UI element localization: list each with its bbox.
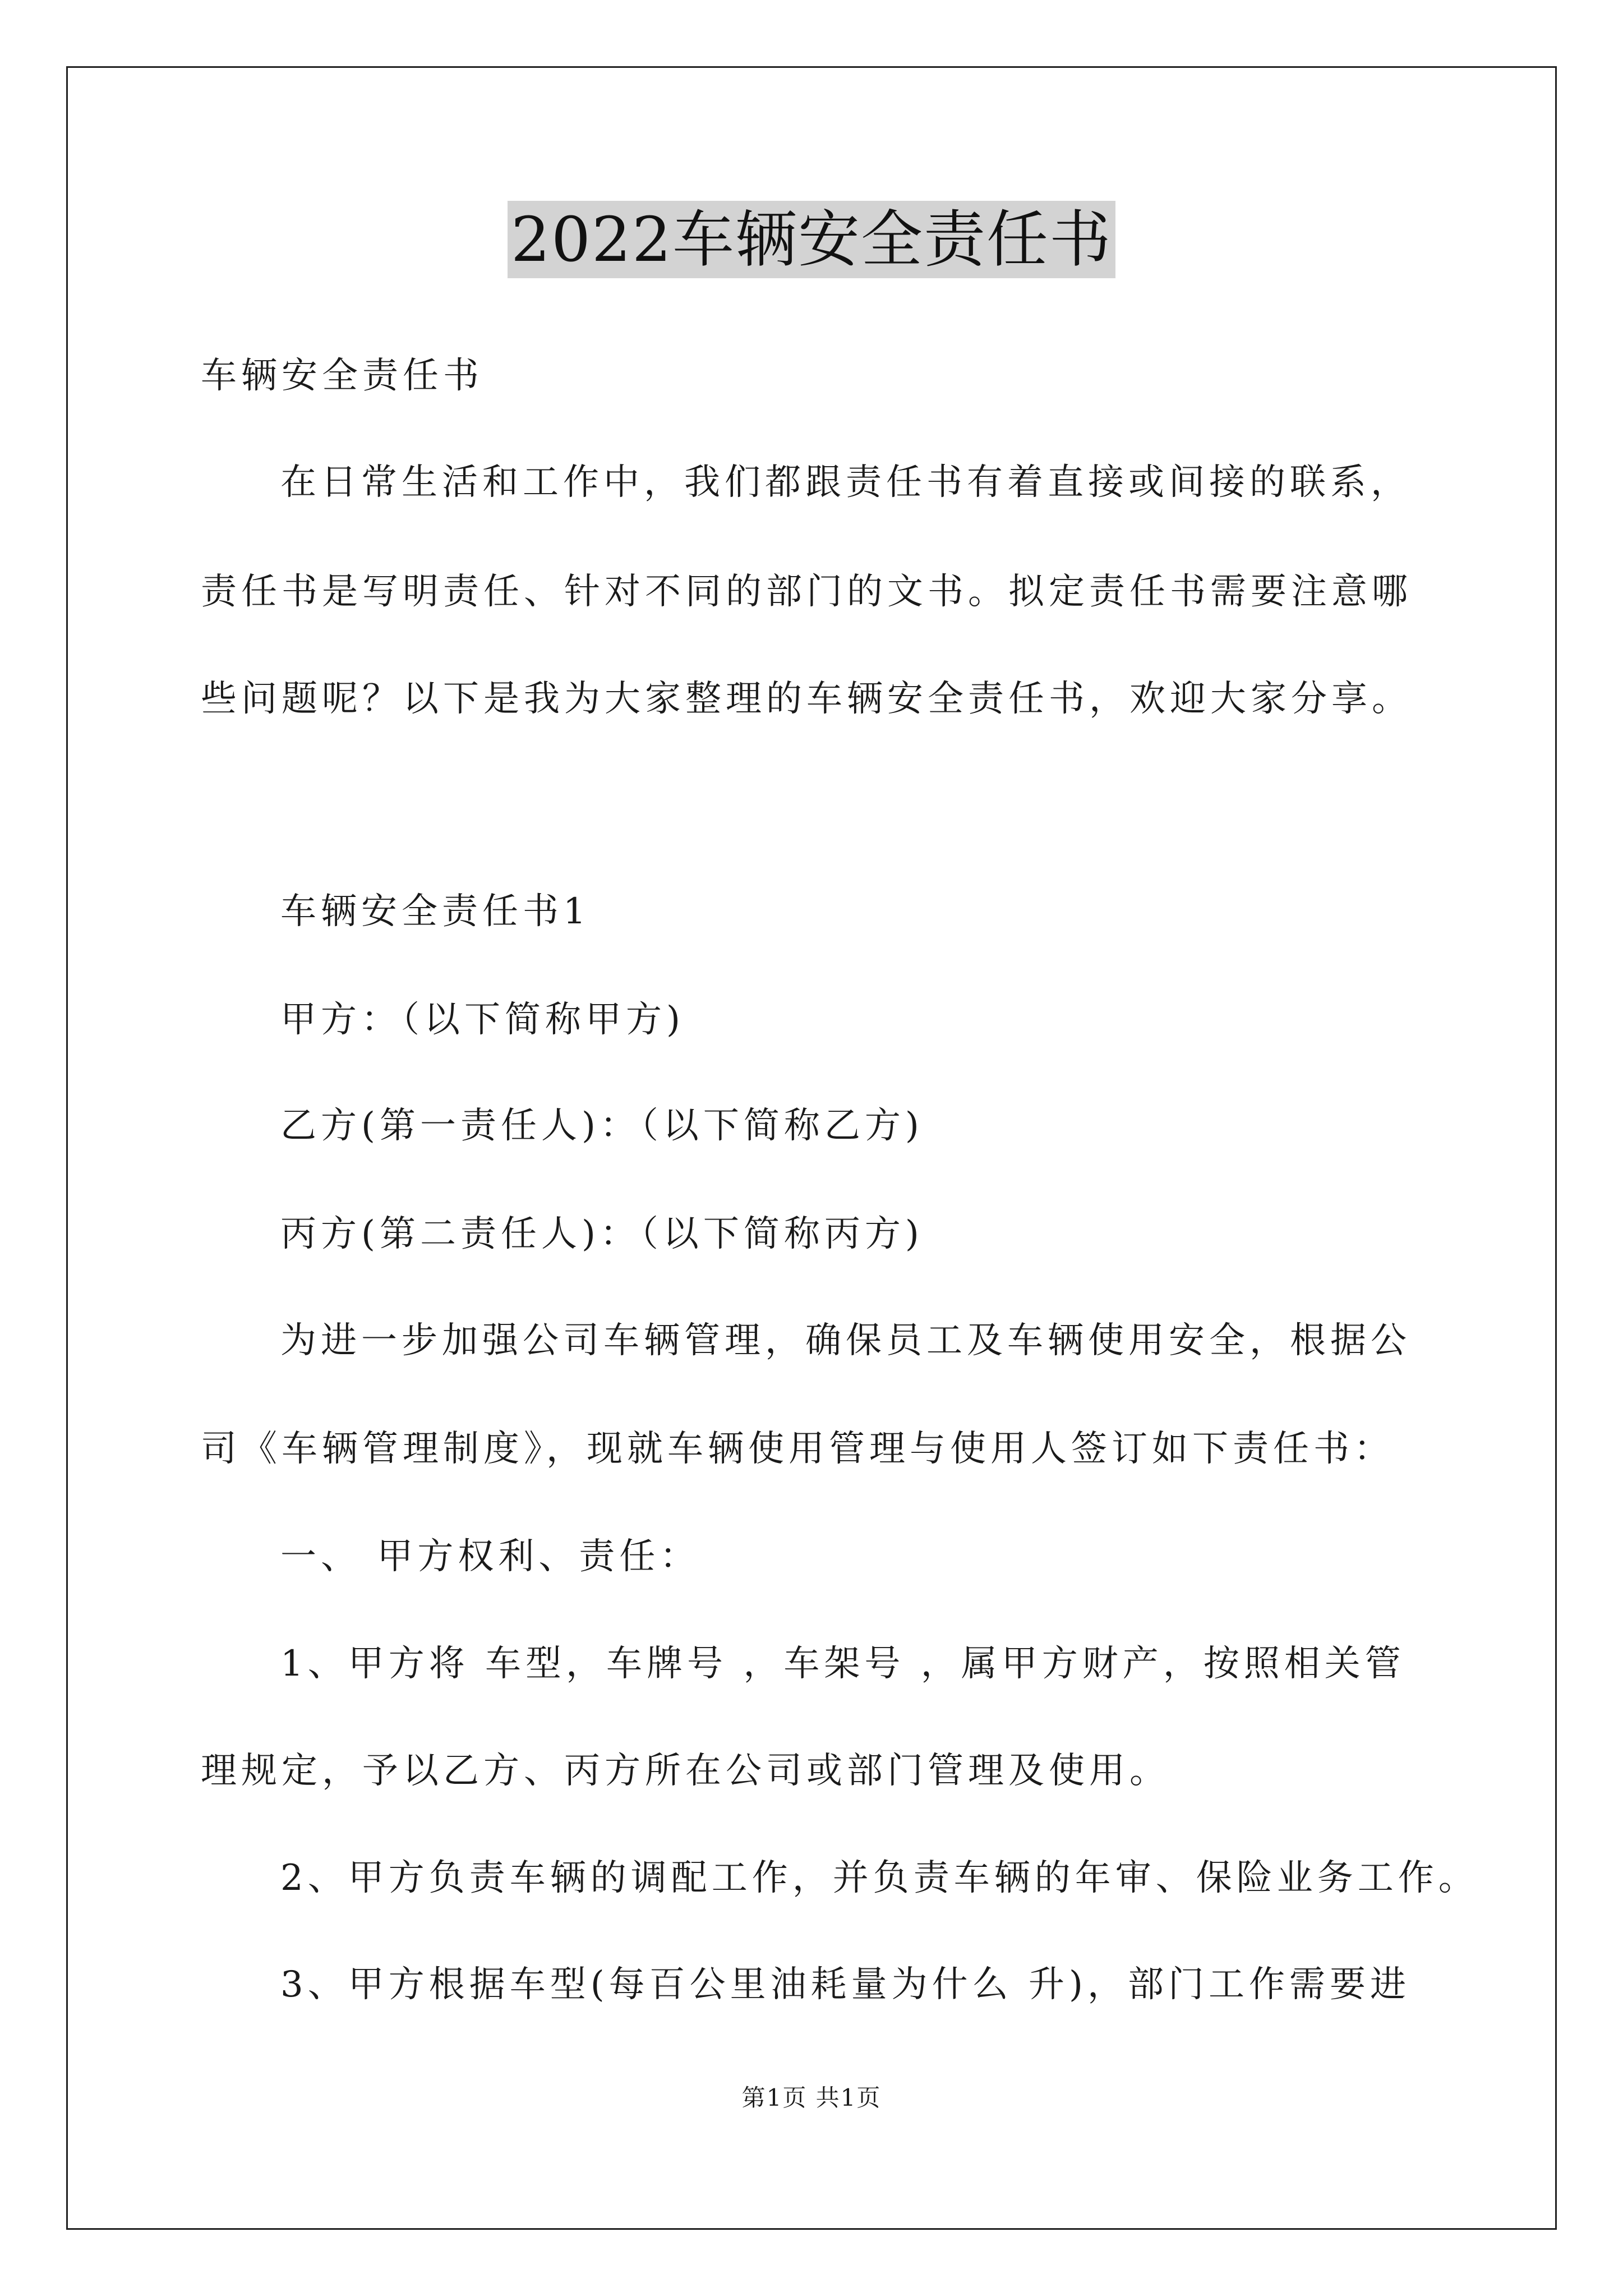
clause-heading: 一、 甲方权利、责任： xyxy=(280,1536,700,1577)
clause-line: 3、甲方根据车型(每百公里油耗量为什么 升)，部门工作需要进 xyxy=(280,1964,1410,2005)
clause-line: 2、甲方负责车辆的调配工作，并负责车辆的年审、保险业务工作。 xyxy=(280,1857,1479,1899)
paragraph-line: 些问题呢？以下是我为大家整理的车辆安全责任书，欢迎大家分享。 xyxy=(201,678,1412,720)
paragraph-line: 责任书是写明责任、针对不同的部门的文书。拟定责任书需要注意哪 xyxy=(201,571,1412,613)
paragraph-line: 在日常生活和工作中，我们都跟责任书有着直接或间接的联系， xyxy=(280,462,1411,503)
paragraph-line: 为进一步加强公司车辆管理，确保员工及车辆使用安全，根据公 xyxy=(280,1320,1411,1361)
party-c-line: 丙方(第二责任人)：（以下简称丙方) xyxy=(280,1213,924,1255)
clause-line: 1、甲方将 车型，车牌号 ，车架号 ，属甲方财产，按照相关管 xyxy=(280,1643,1405,1685)
party-b-line: 乙方(第一责任人)：（以下简称乙方) xyxy=(280,1105,924,1147)
document-title: 2022车辆安全责任书 xyxy=(508,201,1115,278)
party-a-line: 甲方：（以下简称甲方) xyxy=(280,999,685,1041)
clause-line: 理规定，予以乙方、丙方所在公司或部门管理及使用。 xyxy=(201,1750,1170,1792)
section-heading: 车辆安全责任书1 xyxy=(280,891,591,932)
subtitle-line: 车辆安全责任书 xyxy=(201,355,483,397)
paragraph-line: 司《车辆管理制度》，现就车辆使用管理与使用人签订如下责任书： xyxy=(201,1428,1394,1470)
title-container xyxy=(0,201,1623,278)
page-footer: 第1页 共1页 xyxy=(741,2084,882,2111)
